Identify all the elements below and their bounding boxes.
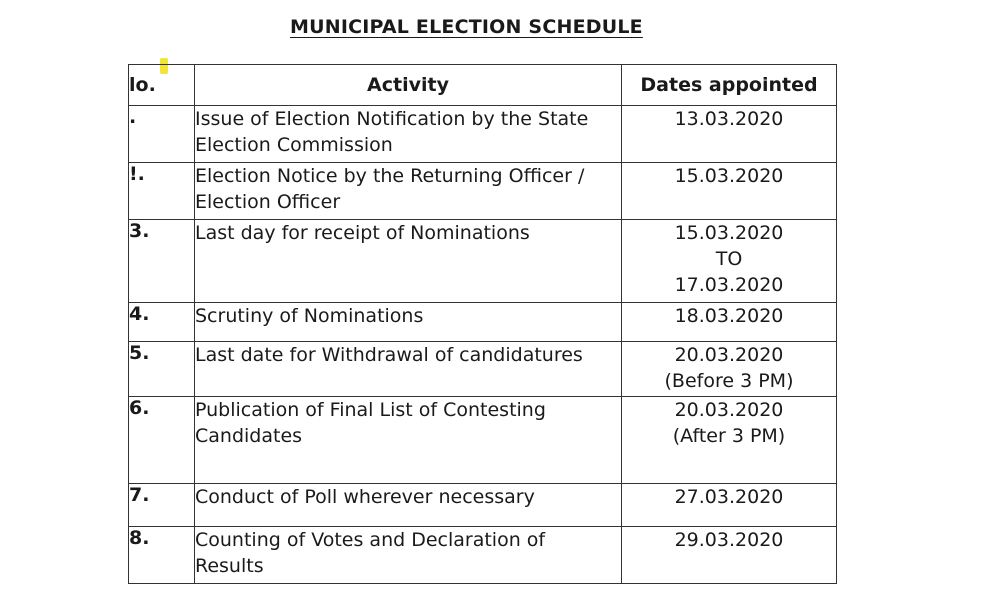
date-line: 15.03.2020 <box>674 165 784 187</box>
row-dates <box>622 342 837 397</box>
activity-line: Election Notice by the Returning Officer / <box>195 165 585 187</box>
row-dates <box>622 220 837 303</box>
activity-line: Scrutiny of Nominations <box>195 305 424 327</box>
activity-line: Results <box>195 555 264 577</box>
activity-line: Last day for receipt of Nominations <box>195 222 530 244</box>
row-activity <box>195 303 622 342</box>
header-no: lo. <box>129 65 195 106</box>
row-number: 3. <box>129 220 195 303</box>
date-line: 27.03.2020 <box>674 486 784 508</box>
page-title: MUNICIPAL ELECTION SCHEDULE <box>290 16 643 38</box>
row-dates <box>622 397 837 484</box>
date-line: TO <box>715 248 743 270</box>
activity-line: Issue of Election Notification by the State <box>195 108 589 130</box>
row-dates <box>622 303 837 342</box>
activity-line: Candidates <box>195 425 303 447</box>
row-number: 4. <box>129 303 195 342</box>
header-activity: Activity <box>195 65 622 106</box>
row-number: 7. <box>129 484 195 527</box>
row-number: 6. <box>129 397 195 484</box>
table-row <box>129 484 837 527</box>
activity-line: Election Officer <box>195 191 341 213</box>
table-row <box>129 163 837 220</box>
row-number: !. <box>129 163 195 220</box>
date-line: 18.03.2020 <box>674 305 784 327</box>
row-activity <box>195 342 622 397</box>
row-activity <box>195 106 622 163</box>
date-line: 15.03.2020 <box>674 222 784 244</box>
date-line: 17.03.2020 <box>674 274 784 296</box>
table-row <box>129 220 837 303</box>
activity-line: Last date for Withdrawal of candidatures <box>195 344 583 366</box>
activity-line: Conduct of Poll wherever necessary <box>195 486 535 508</box>
activity-line: Election Commission <box>195 134 393 156</box>
row-activity <box>195 220 622 303</box>
row-dates <box>622 106 837 163</box>
activity-line: Publication of Final List of Contesting <box>195 399 546 421</box>
row-number: 8. <box>129 527 195 584</box>
table-row <box>129 527 837 584</box>
table-row <box>129 397 837 484</box>
table-row <box>129 106 837 163</box>
row-number: . <box>129 106 195 163</box>
date-line: 13.03.2020 <box>674 108 784 130</box>
table-row <box>129 342 837 397</box>
date-line: 20.03.2020 <box>674 344 784 366</box>
date-line: (Before 3 PM) <box>664 370 794 392</box>
row-activity <box>195 484 622 527</box>
row-activity <box>195 163 622 220</box>
row-activity <box>195 397 622 484</box>
table-header-row <box>129 65 837 106</box>
schedule-table <box>128 64 837 584</box>
row-dates <box>622 163 837 220</box>
row-dates <box>622 484 837 527</box>
row-activity <box>195 527 622 584</box>
header-dates: Dates appointed <box>622 65 837 106</box>
row-dates <box>622 527 837 584</box>
date-line: 20.03.2020 <box>674 399 784 421</box>
date-line: (After 3 PM) <box>672 425 786 447</box>
activity-line: Counting of Votes and Declaration of <box>195 529 546 551</box>
row-number: 5. <box>129 342 195 397</box>
table-row <box>129 303 837 342</box>
date-line: 29.03.2020 <box>674 529 784 551</box>
